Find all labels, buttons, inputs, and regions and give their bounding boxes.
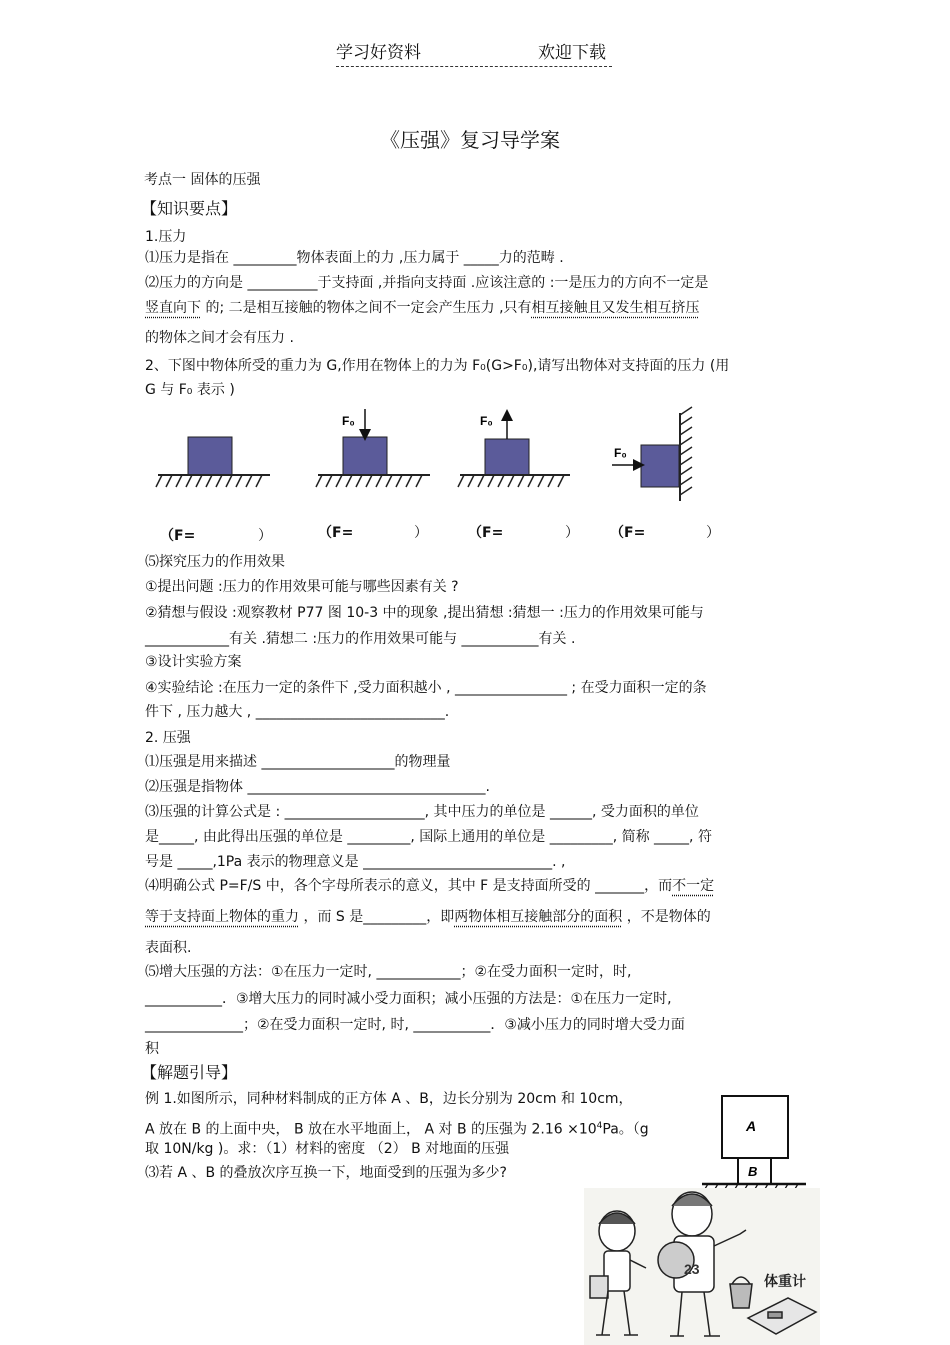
answer-slot-2-close: ） (414, 525, 428, 541)
line-23: ___________．③增大压力的同时减小受力面积；减小压强的方法是：①在压力一定时, (145, 991, 672, 1007)
emph-contact-area: 两物体相互接触部分的面积 (454, 909, 623, 925)
line-9: ②猜想与假设 :观察教材 P77 图 10-3 中的现象 ,提出猜想 :猜想一 :压力的作用效果可能与 (145, 605, 704, 621)
line-25: 积 (145, 1041, 159, 1057)
s1-heading: 1.压力 (145, 229, 187, 245)
line-3 (145, 299, 700, 317)
line-3-mid: 的; 二是相互接触的物体之间不一定会产生压力 ,只有 (201, 300, 532, 316)
block-4 (641, 445, 679, 487)
force-label-2: F₀ (342, 414, 355, 428)
line-22: ⑸增大压强的方法：①在压力一定时, ____________；②在受力面积一定时，时, (145, 964, 632, 980)
line-11: ③设计实验方案 (145, 654, 242, 670)
stacked-cubes-figure (700, 1090, 810, 1195)
emph-vertical: 竖直向下 (145, 300, 201, 316)
line-20 (145, 908, 711, 926)
example-line-1: 例 1.如图所示，同种材料制成的正方体 A 、B，边长分别为 20cm 和 10cm， (145, 1091, 633, 1107)
line-4: 的物体之间才会有压力 . (145, 330, 294, 346)
line-19-text: ⑷明确公式 P=F/S 中，各个字母所表示的意义，其中 F 是支持面所受的 _______，而 (145, 878, 673, 894)
header-right: 欢迎下载 (538, 43, 606, 63)
s2-heading: 2. 压强 (145, 730, 191, 746)
force-diagrams (150, 405, 710, 505)
answer-slot-1-open: （F= (160, 528, 196, 544)
example-line-2a: A 放在 B 的上面中央， B 放在水平地面上， A 对 B 的压强为 2.16 ×10 (145, 1121, 597, 1138)
line-20-end: ，不是物体的 (622, 909, 711, 925)
example-line-2 (145, 1117, 649, 1139)
answer-slot-3-open: （F= (468, 525, 504, 541)
line-16: ⑶压强的计算公式是 : ____________________, 其中压力的单位是 ______, 受力面积的单位 (145, 804, 699, 820)
line-6: G 与 F₀ 表示 ) (145, 382, 235, 398)
emph-gravity: 等于支持面上物体的重力 (145, 909, 299, 925)
line-5: 2、下图中物体所受的重力为 G,作用在物体上的力为 F₀(G>F₀),请写出物体对支持面的压力 (用 (145, 358, 730, 374)
line-10: ____________有关 .猜想二 :压力的作用效果可能与 ___________有关 . (145, 631, 576, 647)
kaodian-label: 考点一 固体的压强 (144, 172, 261, 188)
cartoon-illustration (584, 1188, 820, 1345)
section-zhishi: 【知识要点】 (141, 199, 238, 218)
line-17: 是_____, 由此得出压强的单位是 _________, 国际上通用的单位是 _________, 简称 _____, 符 (145, 829, 712, 845)
line-1: ⑴压力是指在 _________物体表面上的力 ,压力属于 _____力的范畴 . (145, 250, 564, 266)
emph-squeeze: 相互接触且又发生相互挤压 (531, 300, 700, 316)
exponent: 4 (596, 1121, 603, 1131)
example-line-2b: Pa。（g (602, 1121, 649, 1138)
section-jieti: 【解题引导】 (141, 1063, 238, 1082)
line-19 (145, 877, 714, 895)
line-21: 表面积. (145, 940, 192, 956)
line-18: 号是 _____,1Pa 表示的物理意义是 ___________________________. , (145, 854, 566, 870)
page-title: 《压强》复习导学案 (380, 128, 560, 152)
answer-slot-1-close: ） (258, 528, 272, 544)
example-line-4: ⑶若 A 、B 的叠放次序互换一下，地面受到的压强为多少? (145, 1165, 507, 1181)
diagram-3 (458, 414, 570, 487)
header-left: 学习好资料 (336, 43, 421, 63)
line-2: ⑵压力的方向是 __________于支持面 ,并指向支持面 .应该注意的 :一是压力的方向不一定是 (145, 275, 709, 291)
line-7: ⑸探究压力的作用效果 (145, 554, 285, 570)
block-2 (343, 437, 387, 475)
emph-not-necessarily: 不一定 (672, 878, 715, 894)
line-24: ______________；②在受力面积一定时, 时, ___________．③减小压力的同时增大受力面 (145, 1017, 685, 1033)
block-1 (188, 437, 232, 475)
force-label-3: F₀ (480, 414, 493, 428)
scale-label: 体重计 (764, 1273, 806, 1289)
answer-slot-4-open: （F= (610, 525, 646, 541)
jersey-number: 23 (684, 1261, 700, 1277)
block-3 (485, 439, 529, 475)
diagram-4 (612, 407, 692, 501)
cube-b-label: B (748, 1164, 758, 1179)
header-divider (336, 66, 612, 67)
answer-slot-2-open: （F= (318, 525, 354, 541)
answer-slot-3-close: ） (565, 525, 579, 541)
line-20-mid: ，而 S 是_________，即 (299, 909, 455, 925)
line-13: 件下 , 压力越大 , ___________________________. (145, 704, 450, 720)
diagram-1 (156, 437, 270, 487)
cube-a-label: A (746, 1118, 757, 1134)
line-12: ④实验结论 :在压力一定的条件下 ,受力面积越小 , ________________ ; 在受力面积一定的条 (145, 680, 707, 696)
diagram-2 (316, 409, 430, 487)
example-line-3: 取 10N/kg )。求：（1）材料的密度 （2） B 对地面的压强 (145, 1141, 510, 1157)
line-8: ①提出问题 :压力的作用效果可能与哪些因素有关 ? (145, 579, 459, 595)
line-15: ⑵压强是指物体 __________________________________. (145, 779, 490, 795)
force-label-4: F₀ (614, 446, 627, 460)
answer-slot-4-close: ） (706, 525, 720, 541)
line-14: ⑴压强是用来描述 ___________________的物理量 (145, 754, 451, 770)
